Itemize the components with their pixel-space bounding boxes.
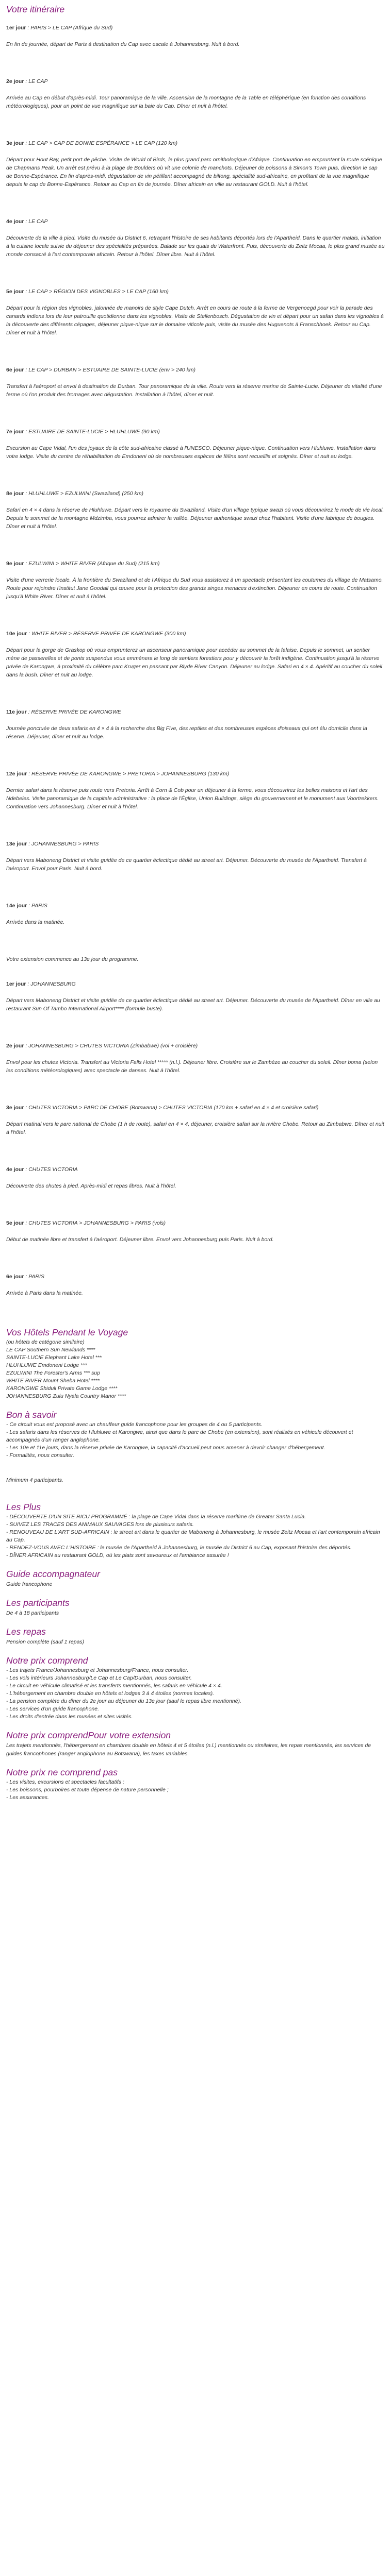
day-route: LE CAP (28, 218, 48, 225)
day-route: ESTUAIRE DE SAINTE-LUCIE > HLUHLUWE (90 km) (28, 429, 160, 435)
hotels-title: Vos Hôtels Pendant le Voyage (6, 1327, 128, 1337)
extension-included-text: Les trajets mentionnés, l'hébergement en chambres double en hôtels 4 et 5 étoiles (n.l.) mentionnés ou similaires, les repas mentionnés, les services de guides francophones (ranger anglophone au Botswana), les taxes variables. (6, 1742, 371, 1757)
spacer (6, 568, 385, 576)
day-label: 3e jour (6, 1105, 24, 1111)
day-route: LE CAP (28, 78, 48, 84)
day-description: Dernier safari dans la réserve puis route vers Pretoria. Arrêt à Corn & Cob pour un déjeuner à la ferme, vous découvrirez les belles maisons et l'art des Ndebeles. Visite panoramique de la capitale administrative : la place de l'Église, Union Buildings, siège du gouvernement et le monument aux Voortrekkers. Continuation vers Johannesburg. Dîner et nuit à l'hôtel. (6, 787, 379, 810)
list-item: - Les 10e et 11e jours, dans la réserve privée de Karongwe, la capacité d'accueil peut nous amener à devoir changer d'hébergement. (6, 1445, 325, 1451)
day-description: Envol pour les chutes Victoria. Transfert au Victoria Falls Hotel ***** (n.l.). Déjeuner libre. Croisière sur le Zambèze au coucher du soleil. Dîner boma (selon les conditions météorologiques) avec spectacle de danses. Nuit à l'hôtel. (6, 1059, 378, 1074)
day-title: 10e jour : WHITE RIVER > RÉSERVE PRIVÉE DE KARONGWE (300 km) (6, 631, 186, 637)
day-title: 8e jour : HLUHLUWE > EZULWINI (Swaziland) (250 km) (6, 490, 143, 497)
spacer (6, 601, 385, 630)
list-item: HLUHLUWE Emdoneni Lodge *** (6, 1362, 87, 1368)
day-description: Visite d'une verrerie locale. À la frontière du Swaziland et de l'Afrique du Sud vous assisterez à un spectacle présentant les coutumes du village de Matsamo. Route pour rejoindre l'institut Jane Goodall qui œuvre pour la protection des grands singes menaces d'extinction. Déjeuner en cours de route. Continuation jusqu'à White River. Dîner et nuit à l'hôtel. (6, 577, 383, 600)
spacer (6, 1050, 385, 1058)
day-label: 6e jour (6, 1274, 24, 1280)
day-label: 9e jour (6, 561, 24, 567)
day-block (6, 1219, 385, 1273)
spacer (6, 848, 385, 856)
included-title: Notre prix comprend (6, 1655, 88, 1666)
day-block (6, 77, 385, 139)
day-title: 3e jour : CHUTES VICTORIA > PARC DE CHOBE (Botswana) > CHUTES VICTORIA (170 km + safari en 4 × 4 et croisière safari) (6, 1105, 319, 1111)
day-description: Excursion au Cape Vidal, l'un des joyaux de la côte sud-africaine classé à l'UNESCO. Déjeuner pique-nique. Continuation vers Hluhluwe. Installation dans votre lodge. Visite du centre de réhabilitation de Emdoneni où de nombreuses espèces de félins sont recueillis et soignés. Dîner et nuit au lodge. (6, 445, 376, 460)
day-route: WHITE RIVER > RÉSERVE PRIVÉE DE KARONGWE (300 km) (31, 631, 186, 637)
day-title: 2e jour : LE CAP (6, 78, 48, 84)
guide-title: Guide accompagnateur (6, 1569, 100, 1579)
spacer (6, 259, 385, 287)
day-description: Découverte de la ville à pied. Visite du musée du District 6, retraçant l'histoire de ses habitants déportés lors de l'Apartheid. Dans le quartier malais, initiation à la cuisine locale suivie du déjeuner des spécialités préparées. Balade sur les quais du Waterfront. Puis, découverte du Zeitz Mocaa, le plus grand musée au monde consacré à l'art contemporain africain. Retour à l'hôtel. Dîner libre. Nuit à l'hôtel. (6, 235, 385, 258)
excluded-title: Notre prix ne comprend pas (6, 1767, 118, 1777)
spacer (6, 638, 385, 646)
day-label: 5e jour (6, 289, 24, 295)
list-item: - Les boissons, pourboires et toute dépense de nature personnelle ; (6, 1787, 169, 1793)
list-item: - Formalités, nous consulter. (6, 1452, 75, 1459)
day-title: 4e jour : LE CAP (6, 218, 48, 225)
day-block (6, 489, 385, 560)
day-block (6, 708, 385, 770)
spacer (6, 811, 385, 840)
list-item: - RENOUVEAU DE L'ART SUD-AFRICAIN : le street art dans le quartier de Maboneng à Johannesburg, le musée Zeitz Mocaa et l'art contemporain africain au Cap. (6, 1529, 380, 1543)
day-label: 4e jour (6, 218, 24, 225)
day-title: 5e jour : LE CAP > RÉGION DES VIGNOBLES > LE CAP (160 km) (6, 289, 169, 295)
day-route: JOHANNESBURG > PARIS (31, 841, 99, 847)
spacer (6, 1190, 385, 1219)
day-title: 1er jour : JOHANNESBURG (6, 981, 76, 987)
day-block (6, 902, 385, 955)
day-route: EZULWINI > WHITE RIVER (Afrique du Sud) (215 km) (28, 561, 160, 567)
day-route: JOHANNESBURG > CHUTES VICTORIA (Zimbabwe) (vol + croisière) (28, 1043, 198, 1049)
spacer (6, 1244, 385, 1273)
list-item: - L'hébergement en chambre double en hôtels et lodges 3 à 4 étoiles (normes locales). (6, 1690, 214, 1697)
spacer (6, 1137, 385, 1165)
day-title: 6e jour : PARIS (6, 1274, 44, 1280)
day-route: LE CAP > DURBAN > ESTUAIRE DE SAINTE-LUCIE (env > 240 km) (28, 367, 196, 373)
day-block (6, 139, 385, 217)
day-route: CHUTES VICTORIA > PARC DE CHOBE (Botswana) > CHUTES VICTORIA (170 km + safari en 4 × 4 et croisière safari) (28, 1105, 319, 1111)
list-item: - La pension complète du dîner du 2e jour au déjeuner du 13e jour (sauf le repas libre mentionné). (6, 1698, 241, 1704)
day-description: Arrivée au Cap en début d'après-midi. Tour panoramique de la ville. Ascension de la montagne de la Table en téléphérique (en fonction des conditions météorologiques), pour un point de vue magnifique sur la baie du Cap. Dîner et nuit à l'hôtel. (6, 95, 366, 109)
list-item: SAINTE-LUCIE Elephant Lake Hotel *** (6, 1354, 102, 1361)
day-route: HLUHLUWE > EZULWINI (Swaziland) (250 km) (28, 490, 143, 497)
day-description: En fin de journée, départ de Paris à destination du Cap avec escale à Johannesburg. Nuit à bord. (6, 41, 240, 47)
day-route: PARIS (28, 1274, 44, 1280)
highlights-list (6, 1513, 385, 1560)
highlights-title: Les Plus (6, 1502, 41, 1512)
spacer (6, 147, 385, 156)
day-block (6, 366, 385, 428)
spacer (6, 110, 385, 139)
day-label: 10e jour (6, 631, 27, 637)
day-block (6, 1165, 385, 1219)
day-description: Départ pour Hout Bay, petit port de pêche. Visite de World of Birds, le plus grand parc ornithologique d'Afrique. Continuation en empruntant la route scénique de Chapmans Peak. Un arrêt est prévu à la plage de Boulders où vit une colonie de manchots. Déjeuner de poissons à Simon's Town puis, direction le cap de Bonne-Espérance. En fin d'après-midi, dégustation de vin pétillant accompagné de biltong, spécialité sud-africaine, en profitant de la vue magnifique depuis le cap de Bonne-Espérance. Retour au Cap en fin de journée. Dîner africain en ville au restaurant GOLD. Nuit à l'hôtel. (6, 157, 382, 188)
day-label: 8e jour (6, 490, 24, 497)
list-item: - RENDEZ-VOUS AVEC L'HISTOIRE : le musée de l'Apartheid à Johannesburg, le musée du District 6 au Cap, exposant l'histoire des déportés. (6, 1545, 352, 1551)
day-route: RÉSERVE PRIVÉE DE KARONGWE (31, 709, 121, 715)
spacer (6, 873, 385, 902)
list-item: - Les visites, excursions et spectacles facultatifs ; (6, 1779, 124, 1785)
list-item: - Les vols intérieurs Johannesburg/Le Cap et Le Cap/Durban, nous consulter. (6, 1675, 192, 1681)
day-description: Départ vers Maboneng District et visite guidée de ce quartier éclectique dédié au street art. Déjeuner. Découverte du musée de l'Apartheid. Transfert à l'aéroport. Envol pour Paris. Nuit à bord. (6, 857, 367, 872)
spacer (6, 778, 385, 786)
excluded-list (6, 1778, 385, 1802)
day-label: 1er jour (6, 981, 26, 987)
list-item: - Les assurances. (6, 1794, 49, 1801)
day-block (6, 630, 385, 708)
day-description: Départ pour la gorge de Graskop où vous emprunterez un ascenseur panoramique pour accéder au sommet de la falaise. Depuis le sommet, un sentier mène de passerelles et de ponts suspendus vous emmènera le long de sentiers forestiers pour y découvrir la forêt indigène. Continuation jusqu'à la réserve privée de Karongwe, à proximité du célèbre parc Kruger en passant par Blyde River Canyon. Déjeuner au lodge. Safari en 4 × 4. Apéritif au coucher du soleil dans la bush. Dîner et nuit au lodge. (6, 647, 382, 678)
day-block (6, 217, 385, 287)
spacer (6, 48, 385, 77)
spacer (6, 910, 385, 918)
spacer (6, 86, 385, 94)
day-block (6, 1273, 385, 1326)
day-title: 11e jour : RÉSERVE PRIVÉE DE KARONGWE (6, 709, 121, 715)
spacer (6, 1227, 385, 1235)
spacer (6, 32, 385, 40)
day-title: 12e jour : RÉSERVE PRIVÉE DE KARONGWE > PRETORIA > JOHANNESBURG (130 km) (6, 771, 230, 777)
day-route: LE CAP > RÉGION DES VIGNOBLES > LE CAP (160 km) (28, 289, 169, 295)
list-item: - Ce circuit vous est proposé avec un chauffeur guide francophone pour les groupes de 4 ou 5 participants. (6, 1421, 263, 1428)
participants-title: Les participants (6, 1598, 70, 1608)
extension-included-title: Notre prix comprendPour votre extension (6, 1730, 171, 1740)
list-item: - SUIVEZ LES TRACES DES ANIMAUX SAUVAGES lors de plusieurs safaris. (6, 1521, 194, 1528)
list-item: - Les trajets France/Johannesburg et Johannesburg/France, nous consulter. (6, 1667, 189, 1673)
day-label: 1er jour (6, 25, 26, 31)
day-description: Départ pour la région des vignobles, jalonnée de manoirs de style Cape Dutch. Arrêt en cours de route à la ferme de Vergenoegd pour voir la parade des canards indiens lors de leur patrouille quotidienne dans les vignobles. Visite de Stellenbosch. Dégustation de vin et départ pour un safari dans les vignobles à la découverte des différents cépages, déjeuner pique-nique sur le domaine viticole puis, visite du musée des Huguenots à Franschhoek. Retour au Cap. Dîner et nuit à l'hôtel. (6, 305, 384, 336)
spacer (6, 1013, 385, 1042)
list-item: KARONGWE Shiduli Private Game Lodge **** (6, 1385, 118, 1392)
list-item: - Les safaris dans les réserves de Hluhluwe et Karongwe, ainsi que dans le parc de Chobe (en extension), sont réalisés en véhicule découvert et accompagnés d'un ranger anglophone. (6, 1429, 353, 1443)
list-item: WHITE RIVER Mount Sheba Hotel **** (6, 1378, 100, 1384)
list-item: - Les droits d'entrée dans les musées et sites visités. (6, 1714, 133, 1720)
day-title: 5e jour : CHUTES VICTORIA > JOHANNESBURG > PARIS (vols) (6, 1220, 166, 1226)
day-description: Arrivée dans la matinée. (6, 919, 65, 925)
day-description: Arrivée à Paris dans la matinée. (6, 1290, 83, 1296)
good-to-know-list (6, 1421, 385, 1460)
day-description: Safari en 4 × 4 dans la réserve de Hluhluwe. Départ vers le royaume du Swaziland. Visite d'un village typique swazi où vous découvrirez le mode de vie local. Depuis le sommet de la montagne Mdzimba, vous pourrez admirer la vallée. Déjeuner authentique swazi chez l'habitant. Visite d'une fabrique de bougies. Dîner et nuit à l'hôtel. (6, 507, 384, 530)
list-item: - Le circuit en véhicule climatisé et les transferts mentionnés, les safaris en véhicule 4 × 4. (6, 1683, 222, 1689)
day-title: 1er jour : PARIS > LE CAP (Afrique du Sud) (6, 25, 113, 31)
day-block (6, 1042, 385, 1104)
list-item: - DÉCOUVERTE D'UN SITE RICU PROGRAMMÉ : la plage de Cape Vidal dans la réserve maritime de Greater Santa Lucia. (6, 1514, 306, 1520)
day-title: 14e jour : PARIS (6, 903, 47, 909)
itinerary-days (6, 24, 385, 955)
meals-text: Pension complète (sauf 1 repas) (6, 1639, 85, 1645)
spacer (6, 1297, 385, 1326)
good-to-know-title: Bon à savoir (6, 1410, 57, 1420)
spacer (6, 531, 385, 560)
day-description: Découverte des chutes à pied. Après-midi et repas libres. Nuit à l'hôtel. (6, 1183, 176, 1189)
day-description: Début de matinée libre et transfert à l'aéroport. Déjeuner libre. Envol vers Johannesburg puis Paris. Nuit à bord. (6, 1236, 274, 1243)
day-label: 14e jour (6, 903, 27, 909)
spacer (6, 988, 385, 996)
day-description: Départ matinal vers le parc national de Chobe (1 h de route), safari en 4 × 4, déjeuner, croisière safari sur la rivière Chobe. Retour au Zimbabwe. Dîner et nuit à l'hôtel. (6, 1121, 384, 1136)
spacer (6, 498, 385, 506)
day-label: 6e jour (6, 367, 24, 373)
meals-title: Les repas (6, 1626, 46, 1637)
list-item: LE CAP Southern Sun Newlands **** (6, 1347, 95, 1353)
day-label: 12e jour (6, 771, 27, 777)
spacer (6, 436, 385, 444)
day-description: Départ vers Maboneng District et visite guidée de ce quartier éclectique dédié au street art. Déjeuner. Découverte du musée de l'Apartheid. Dîner en ville au restaurant Sun Of Tambo International Airport**** (formule buste). (6, 997, 380, 1012)
spacer (6, 374, 385, 382)
day-route: PARIS (31, 903, 47, 909)
list-item: - DÎNER AFRICAIN au restaurant GOLD, où les plats sont savoureux et l'ambiance assurée ! (6, 1552, 229, 1558)
day-route: LE CAP > CAP DE BONNE ESPÉRANCE > LE CAP (120 km) (28, 140, 178, 146)
day-block (6, 840, 385, 902)
day-route: CHUTES VICTORIA (28, 1166, 78, 1173)
day-label: 2e jour (6, 78, 24, 84)
spacer (6, 679, 385, 708)
day-block (6, 560, 385, 630)
spacer (6, 926, 385, 955)
day-title: 9e jour : EZULWINI > WHITE RIVER (Afrique du Sud) (215 km) (6, 561, 160, 567)
day-route: PARIS > LE CAP (Afrique du Sud) (30, 25, 113, 31)
guide-text: Guide francophone (6, 1581, 53, 1587)
day-block (6, 980, 385, 1042)
hotels-list (6, 1338, 385, 1400)
day-block (6, 428, 385, 489)
spacer (6, 296, 385, 304)
day-label: 11e jour (6, 709, 27, 715)
day-title: 2e jour : JOHANNESBURG > CHUTES VICTORIA (Zimbabwe) (vol + croisière) (6, 1043, 198, 1049)
spacer (6, 1281, 385, 1289)
day-title: 7e jour : ESTUAIRE DE SAINTE-LUCIE > HLUHLUWE (90 km) (6, 429, 160, 435)
day-label: 7e jour (6, 429, 24, 435)
day-title: 3e jour : LE CAP > CAP DE BONNE ESPÉRANCE > LE CAP (120 km) (6, 140, 178, 146)
spacer (6, 716, 385, 724)
spacer (6, 189, 385, 217)
list-item: JOHANNESBURG Zulu Nyala Country Manor **** (6, 1393, 126, 1399)
spacer (6, 1075, 385, 1104)
day-block (6, 287, 385, 366)
list-item: - Les services d'un guide francophone. (6, 1706, 100, 1712)
day-label: 3e jour (6, 140, 24, 146)
list-item: (ou hôtels de catégorie similaire) (6, 1339, 85, 1345)
itinerary-title: Votre itinéraire (6, 4, 65, 14)
day-title: 4e jour : CHUTES VICTORIA (6, 1166, 78, 1173)
participants-text: De 4 à 18 participants (6, 1610, 59, 1616)
spacer (6, 226, 385, 234)
day-block (6, 24, 385, 77)
spacer (6, 1112, 385, 1120)
day-block (6, 770, 385, 840)
day-description: Transfert à l'aéroport et envol à destination de Durban. Tour panoramique de la ville. Route vers la réserve marine de Sainte-Lucie. Déjeuner de vitalité d'une ferme où l'on produit des fromages avec dégustation. Installation à l'hôtel, dîner et nuit. (6, 383, 382, 398)
included-list (6, 1667, 385, 1721)
day-label: 13e jour (6, 841, 27, 847)
day-route: RÉSERVE PRIVÉE DE KARONGWE > PRETORIA > JOHANNESBURG (130 km) (31, 771, 230, 777)
spacer (6, 399, 385, 428)
spacer (6, 461, 385, 489)
day-description: Journée ponctuée de deux safaris en 4 × 4 à la recherche des Big Five, des reptiles et des nombreuses espèces d'oiseaux qui ont élu domicile dans la réserve. Déjeuner, dîner et nuit au lodge. (6, 725, 367, 740)
day-label: 4e jour (6, 1166, 24, 1173)
day-title: 13e jour : JOHANNESBURG > PARIS (6, 841, 99, 847)
minimum-participants: Minimum 4 participants. (6, 1477, 63, 1483)
spacer (6, 1174, 385, 1182)
day-label: 2e jour (6, 1043, 24, 1049)
list-item: EZULWINI The Forester's Arms *** sup (6, 1370, 101, 1376)
extension-intro: Votre extension commence au 13e jour du programme. (6, 956, 139, 962)
spacer (6, 741, 385, 770)
spacer (6, 337, 385, 366)
day-route: CHUTES VICTORIA > JOHANNESBURG > PARIS (vols) (28, 1220, 166, 1226)
day-route: JOHANNESBURG (30, 981, 76, 987)
day-block (6, 1104, 385, 1165)
day-title: 6e jour : LE CAP > DURBAN > ESTUAIRE DE SAINTE-LUCIE (env > 240 km) (6, 367, 196, 373)
extension-days (6, 980, 385, 1326)
day-label: 5e jour (6, 1220, 24, 1226)
